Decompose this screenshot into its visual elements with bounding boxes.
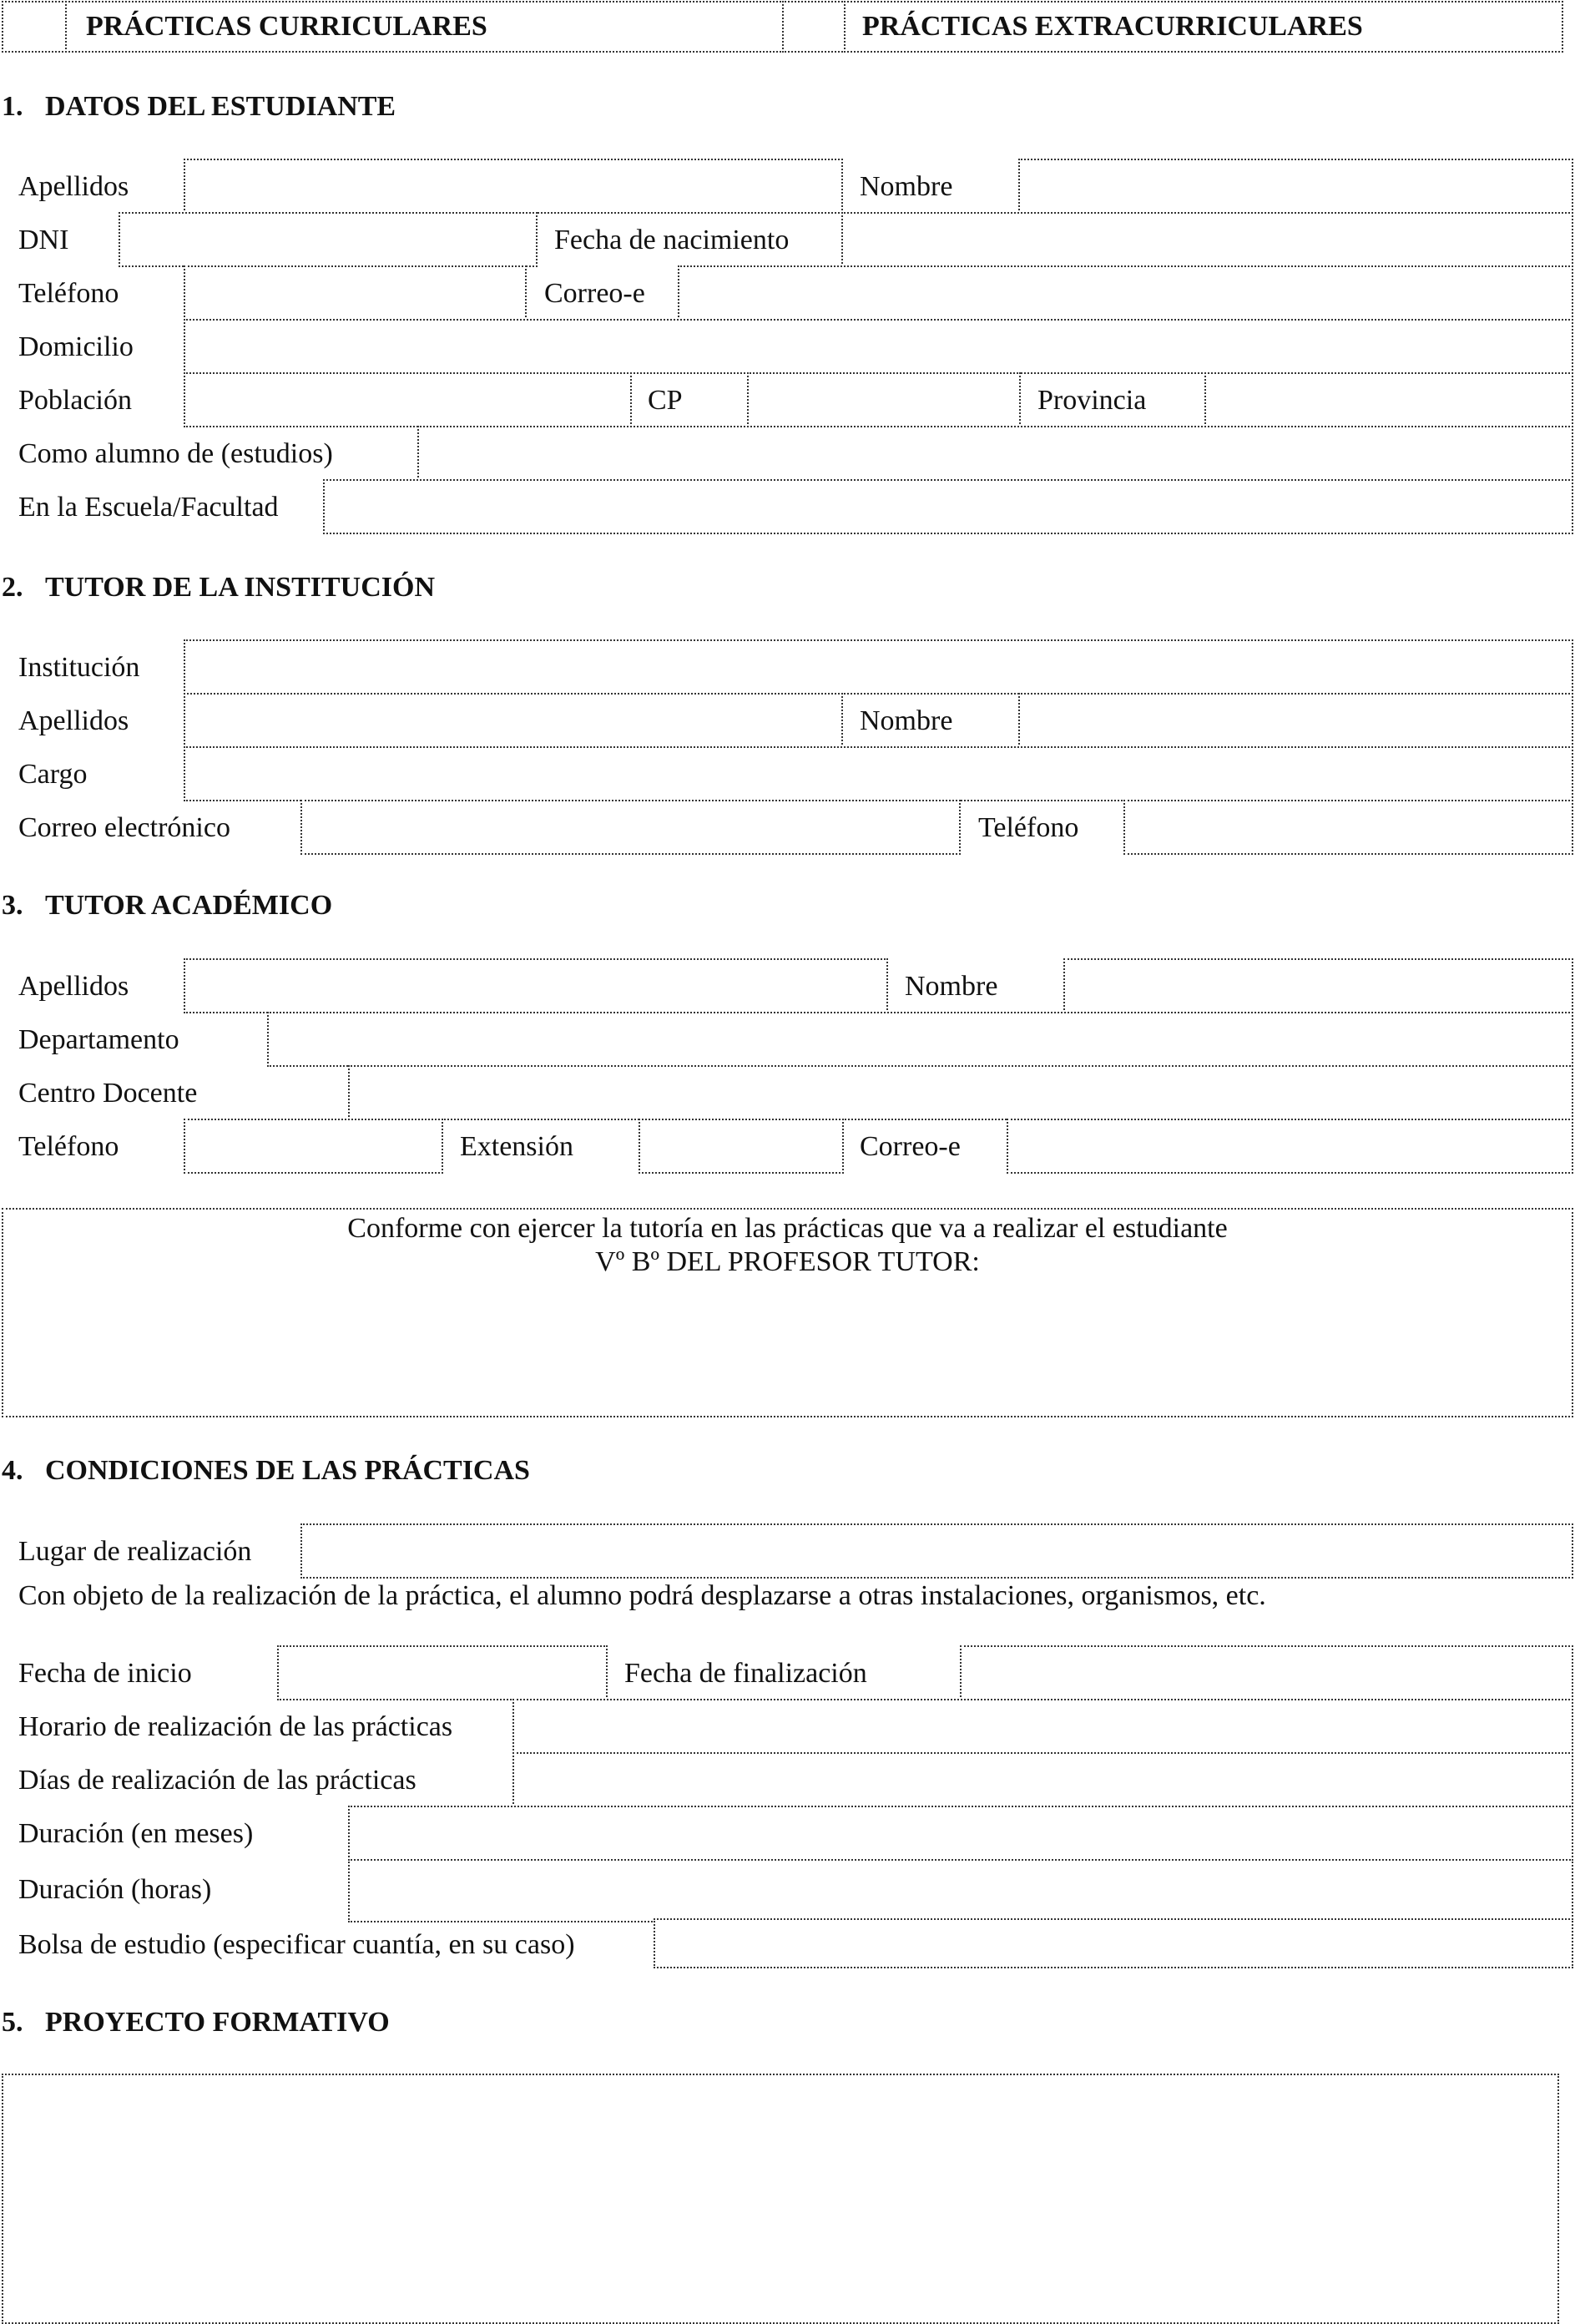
section-4-number: 4.: [2, 1455, 23, 1486]
lugar-field[interactable]: [300, 1523, 1573, 1579]
inst-tutor-apellidos-label: Apellidos: [18, 705, 129, 736]
proyecto-formativo-field[interactable]: [2, 2074, 1559, 2324]
academic-tutor-nombre-field[interactable]: [1063, 958, 1573, 1013]
fecha-inicio-label: Fecha de inicio: [18, 1658, 192, 1689]
section-3-title: TUTOR ACADÉMICO: [45, 890, 333, 921]
academic-tutor-telefono-label: Teléfono: [18, 1131, 119, 1162]
academic-tutor-extension-label: Extensión: [460, 1131, 573, 1162]
student-cp-field[interactable]: [747, 372, 1021, 427]
student-nombre-label: Nombre: [860, 171, 953, 202]
institution-field[interactable]: [184, 639, 1573, 695]
dias-label: Días de realización de las prácticas: [18, 1765, 416, 1796]
duracion-meses-field[interactable]: [348, 1806, 1573, 1861]
conforme-text: Conforme con ejercer la tutoría en las prácticas que va a realizar el estudiante: [347, 1213, 1228, 1244]
section-4-heading: [2, 1454, 530, 1488]
student-correo-field[interactable]: [678, 265, 1573, 321]
student-apellidos-label: Apellidos: [18, 171, 129, 202]
student-telefono-field[interactable]: [184, 265, 527, 321]
inst-tutor-nombre-field[interactable]: [1018, 693, 1573, 748]
academic-tutor-correo-label: Correo-e: [860, 1131, 961, 1162]
student-provincia-label: Provincia: [1037, 385, 1147, 416]
inst-tutor-correo-label: Correo electrónico: [18, 812, 230, 843]
curriculares-checkbox[interactable]: [2, 1, 67, 53]
academic-tutor-departamento-label: Departamento: [18, 1024, 179, 1055]
student-cp-label: CP: [648, 385, 683, 416]
inst-tutor-apellidos-field[interactable]: [184, 693, 843, 748]
duracion-horas-label: Duración (horas): [18, 1874, 212, 1905]
student-estudios-label: Como alumno de (estudios): [18, 438, 333, 469]
bolsa-field[interactable]: [654, 1918, 1573, 1968]
academic-tutor-departamento-field[interactable]: [267, 1012, 1573, 1067]
fecha-finalizacion-field[interactable]: [960, 1645, 1573, 1700]
academic-tutor-apellidos-label: Apellidos: [18, 971, 129, 1002]
student-estudios-field[interactable]: [417, 426, 1573, 481]
duracion-horas-field[interactable]: [348, 1859, 1573, 1922]
section-5-number: 5.: [2, 2007, 23, 2038]
inst-tutor-telefono-field[interactable]: [1123, 800, 1573, 855]
section-2-heading: [2, 571, 435, 604]
academic-tutor-centro-label: Centro Docente: [18, 1078, 198, 1109]
duracion-meses-label: Duración (en meses): [18, 1818, 254, 1849]
student-escuela-label: En la Escuela/Facultad: [18, 492, 279, 523]
section-2-number: 2.: [2, 572, 23, 603]
section-1-number: 1.: [2, 91, 23, 122]
bolsa-label: Bolsa de estudio (especificar cuantía, en su caso): [18, 1929, 575, 1960]
section-2-title: TUTOR DE LA INSTITUCIÓN: [45, 572, 436, 603]
student-dni-label: DNI: [18, 225, 69, 255]
section-5-heading: [2, 2006, 390, 2039]
academic-tutor-extension-field[interactable]: [639, 1119, 844, 1174]
inst-tutor-telefono-label: Teléfono: [978, 812, 1079, 843]
student-fecha-nacimiento-field[interactable]: [841, 212, 1573, 267]
inst-tutor-cargo-field[interactable]: [184, 746, 1573, 801]
student-telefono-label: Teléfono: [18, 278, 119, 309]
section-1-title: DATOS DEL ESTUDIANTE: [45, 91, 396, 122]
desplazamiento-note: Con objeto de la realización de la práctica, el alumno podrá desplazarse a otras instalaciones, organismos, etc.: [18, 1580, 1266, 1611]
student-fecha-nacimiento-label: Fecha de nacimiento: [554, 225, 790, 255]
horario-label: Horario de realización de las prácticas: [18, 1711, 453, 1742]
inst-tutor-correo-field[interactable]: [300, 800, 961, 855]
academic-tutor-centro-field[interactable]: [348, 1065, 1573, 1120]
student-correo-label: Correo-e: [544, 278, 645, 309]
section-5-title: PROYECTO FORMATIVO: [45, 2007, 390, 2038]
academic-tutor-telefono-field[interactable]: [184, 1119, 443, 1174]
academic-tutor-correo-field[interactable]: [1007, 1119, 1573, 1174]
curriculares-label: PRÁCTICAS CURRICULARES: [86, 11, 487, 42]
academic-tutor-apellidos-field[interactable]: [184, 958, 888, 1013]
extracurriculares-label: PRÁCTICAS EXTRACURRICULARES: [862, 11, 1363, 42]
section-4-title: CONDICIONES DE LAS PRÁCTICAS: [45, 1455, 530, 1486]
section-1-heading: [2, 90, 396, 124]
section-3-number: 3.: [2, 890, 23, 921]
horario-field[interactable]: [512, 1699, 1573, 1754]
academic-tutor-nombre-label: Nombre: [905, 971, 998, 1002]
student-domicilio-label: Domicilio: [18, 331, 134, 362]
student-domicilio-field[interactable]: [184, 319, 1573, 374]
dias-field[interactable]: [512, 1752, 1573, 1807]
institution-label: Institución: [18, 652, 140, 683]
student-escuela-field[interactable]: [323, 479, 1573, 534]
inst-tutor-cargo-label: Cargo: [18, 759, 88, 790]
section-3-heading: [2, 889, 332, 922]
inst-tutor-nombre-label: Nombre: [860, 705, 953, 736]
student-poblacion-field[interactable]: [184, 372, 632, 427]
fecha-finalizacion-label: Fecha de finalización: [624, 1658, 867, 1689]
student-provincia-field[interactable]: [1204, 372, 1573, 427]
student-dni-field[interactable]: [119, 212, 538, 267]
lugar-label: Lugar de realización: [18, 1536, 252, 1567]
student-poblacion-label: Población: [18, 385, 132, 416]
student-nombre-field[interactable]: [1018, 159, 1573, 214]
fecha-inicio-field[interactable]: [277, 1645, 608, 1700]
student-apellidos-field[interactable]: [184, 159, 843, 214]
extracurriculares-checkbox[interactable]: [782, 1, 846, 53]
vobo-text: Vº Bº DEL PROFESOR TUTOR:: [595, 1246, 980, 1277]
